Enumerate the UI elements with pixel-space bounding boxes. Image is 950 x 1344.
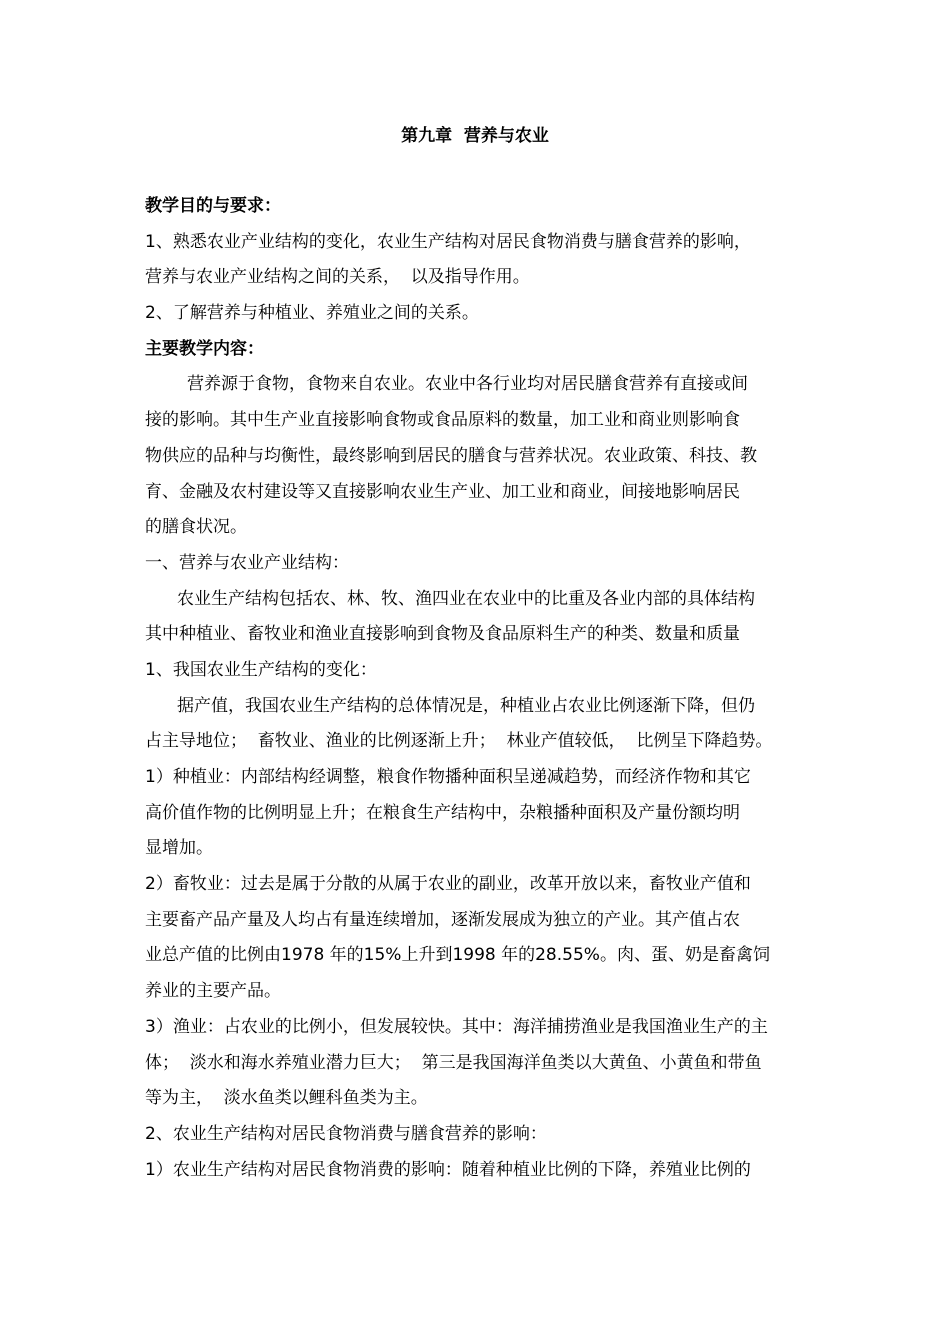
paragraph-line: 物供应的品种与均衡性，最终影响到居民的膳食与营养状况。农业政策、科技、教 — [145, 445, 757, 466]
paragraph-line: 等为主， 淡水鱼类以鲤科鱼类为主。 — [145, 1088, 428, 1109]
subsection-heading: 2、农业生产结构对居民食物消费与膳食营养的影响： — [145, 1123, 547, 1144]
section-heading-one: 一、营养与农业产业结构： — [145, 552, 349, 573]
paragraph-line: 2）畜牧业：过去是属于分散的从属于农业的副业，改革开放以来，畜牧业产值和 — [145, 874, 751, 895]
paragraph-line: 1）种植业：内部结构经调整，粮食作物播种面积呈递减趋势，而经济作物和其它 — [145, 767, 751, 787]
paragraph-line: 占主导地位； 畜牧业、渔业的比例逐渐上升； 林业产值较低， 比例呈下降趋势。 — [145, 731, 773, 752]
paragraph-line: 1、熟悉农业产业结构的变化，农业生产结构对居民食物消费与膳食营养的影响， — [145, 231, 751, 252]
paragraph-line: 营养与农业产业结构之间的关系， 以及指导作用。 — [145, 267, 530, 288]
paragraph-line: 3）渔业：占农业的比例小，但发展较快。其中：海洋捕捞渔业是我国渔业生产的主 — [145, 1016, 768, 1037]
paragraph-line: 接的影响。其中生产业直接影响食物或食品原料的数量，加工业和商业则影响食 — [145, 410, 740, 431]
section-heading-objectives: 教学目的与要求： — [145, 196, 281, 216]
paragraph-line: 据产值，我国农业生产结构的总体情况是，种植业占农业比例逐渐下降，但仍 — [177, 695, 755, 716]
paragraph-line: 主要畜产品产量及人均占有量连续增加，逐渐发展成为独立的产业。其产值占农 — [145, 909, 740, 930]
paragraph-line: 高价值作物的比例明显上升；在粮食生产结构中，杂粮播种面积及产量份额均明 — [145, 802, 740, 823]
paragraph-line: 育、金融及农村建设等又直接影响农业生产业、加工业和商业，间接地影响居民 — [145, 481, 740, 502]
paragraph-line: 业总产值的比例由1978 年的15%上升到1998 年的28.55%。肉、蛋、奶是畜禽饲 — [145, 945, 770, 966]
paragraph-line: 养业的主要产品。 — [145, 981, 281, 1002]
document-body — [145, 194, 812, 1193]
chapter-title: 第九章 营养与农业 — [401, 126, 549, 146]
subsection-heading: 1、我国农业生产结构的变化： — [145, 659, 377, 680]
paragraph-line: 1）农业生产结构对居民食物消费的影响：随着种植业比例的下降，养殖业比例的 — [145, 1159, 751, 1180]
paragraph-line: 营养源于食物，食物来自农业。农业中各行业均对居民膳食营养有直接或间 — [187, 374, 748, 395]
paragraph-line: 显增加。 — [145, 838, 213, 859]
paragraph-line: 其中种植业、畜牧业和渔业直接影响到食物及食品原料生产的种类、数量和质量 — [145, 624, 740, 645]
paragraph-line: 2、了解营养与种植业、养殖业之间的关系。 — [145, 303, 479, 324]
section-heading-content: 主要教学内容： — [145, 338, 264, 359]
paragraph-line: 体； 淡水和海水养殖业潜力巨大； 第三是我国海洋鱼类以大黄鱼、小黄鱼和带鱼 — [145, 1052, 762, 1073]
paragraph-line: 农业生产结构包括农、林、牧、渔四业在农业中的比重及各业内部的具体结构 — [177, 588, 755, 609]
paragraph-line: 的膳食状况。 — [145, 517, 247, 538]
